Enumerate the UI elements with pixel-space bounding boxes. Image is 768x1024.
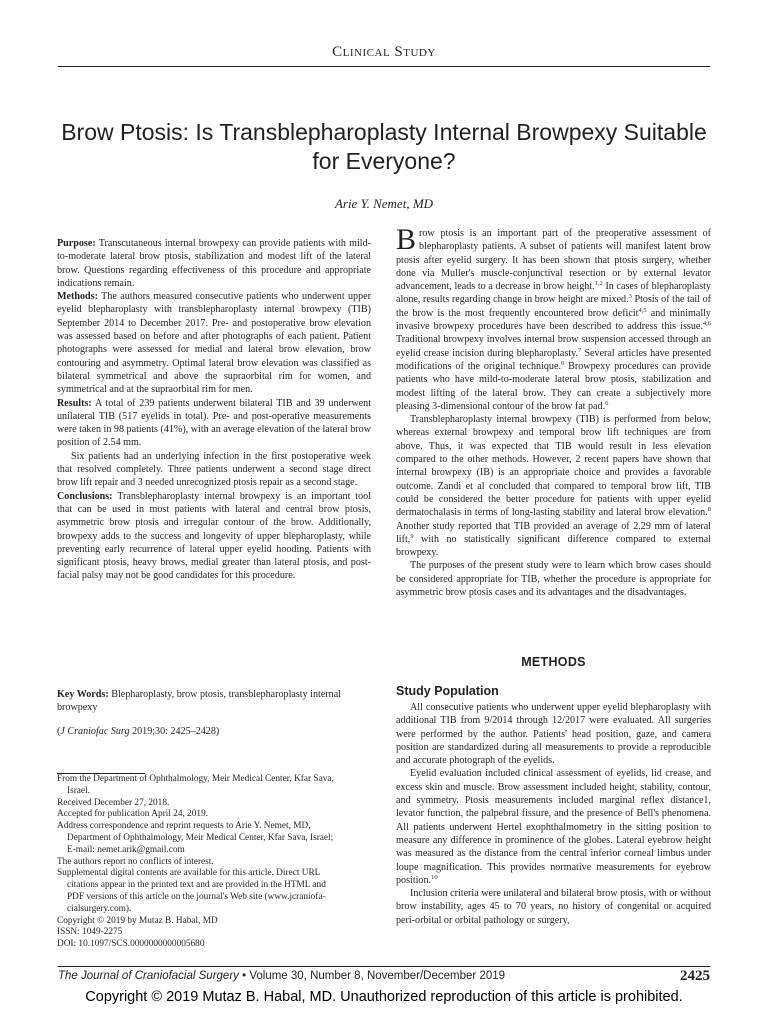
abstract-methods [57,290,371,396]
footnote-line: The authors report no conflicts of interest. [57,856,214,867]
sp-text: Eyelid evaluation included clinical assessment of eyelids, lid crease, and excess skin and muscle. Brow assessment included height, stability, contour, and symmetry. Ptosis measurements included marginal reflex distance1, levator function, the palpebral fissure, and the presence of Bell's phenomena. All patients underwent Hertel exophthalmometry in the sitting position to measure any difference in prominence of the globes. Lateral eyebrow height was measured as the distance from the central inferior corneal limbus under loupe magnification. This provides normative measurements for eyebrow position. [396,768,711,886]
keywords-label: Key Words: [57,689,109,700]
methods-heading: METHODS [521,655,586,669]
footnote-line: Received December 27, 2018. [57,797,170,808]
citation-open: ( [57,726,61,737]
body-intro [396,223,712,599]
footnote-line: Copyright © 2019 by Mutaz B. Habal, MD [57,915,218,926]
keywords-text: Blepharoplasty, brow ptosis, transblepharoplasty internal browpexy [57,689,341,714]
reference-superscript: 6 [561,359,565,367]
abstract-results [57,397,371,450]
reference-superscript: 4,5 [638,306,647,314]
footnote-line: Address correspondence and reprint requests to Arie Y. Nemet, MD, [57,821,311,832]
abstract-results-2: Six patients had an underlying infection in the first postoperative week that resolved completely. Three patients underwent a second stage direct brow lift repair and 3 needed unrecognized ptosis repair as a second stage. [57,450,371,489]
methods-label: Methods: [57,291,98,303]
methods-text: The authors measured consecutive patients who underwent upper eyelid blepharoplasty with transblepharoplasty internal browpexy (TIB) September 2014 to December 2017. Pre- and postoperative brow elevation was assessed based on before and after photographs of each patient. Patient photographs were assessed for medial and lateral brow elevation, brow contouring and asymmetry. Optimal lateral brow elevation was classified as bilateral symmetrical and above the supraorbital rim for women, and symmetrical and at the supraorbital rim for men. [57,291,371,396]
section-label [0,44,768,61]
sp-paragraph-2 [396,767,711,887]
results-text: A total of 239 patients underwent bilateral TIB and 39 underwent unilateral TIB (517 eyelids in total). Pre- and post-operative measurements were taken in 98 patients (41%), with an average elevation of the lateral brow position of 2.54 mm. [57,397,371,449]
intro-text: and minimally invasive browpexy procedures have been described to address this issue. [396,307,711,333]
intro-paragraph-1 [396,223,712,413]
intro-text: Another study reported that TIB provided an average of 2.29 mm of lateral lift, [396,520,711,545]
intro-text: Several articles have presented modifications of the original technique. [396,347,711,372]
reference-superscript: 9 [410,532,414,540]
reference-superscript: 10 [431,873,438,881]
citation-journal: J Craniofac Surg [60,726,130,737]
footnote-line: Supplemental digital contents are available for this article. Direct URL [57,868,321,879]
footnote-line: PDF versions of this article on the journal's Web site (www.jcraniofa- [67,891,326,902]
footer-rule [58,966,710,967]
footnote-line: DOI: 10.1097/SCS.0000000000005680 [57,939,205,950]
footnote-line: Department of Ophthalmology, Meir Medical Center, Kfar Sava, Israel; [67,832,334,843]
purpose-label: Purpose: [57,238,96,249]
footnote-line: citations appear in the printed text and are provided in the HTML and [67,880,326,891]
sp-paragraph-3: Inclusion criteria were unilateral and bilateral brow ptosis, with or without brow instability, ages 45 to 70 years, no history of congenital or acquired peri-orbital or orbital pathology or surgery, [396,888,711,926]
intro-text: Browpexy procedures can provide patients who have mild-to-moderate lateral brow ptosis, stabilization and modest lifting of the lateral brow. They can create a subjectively more pleasing 3-dimensional contour of the brow fat pad. [396,360,712,412]
intro-text: In cases of blepharoplasty alone, results regarding change in brow height are mixed. [396,281,711,306]
footnote-email: E-mail: nemet.arik@gmail.com [67,844,185,855]
footer-volume: Volume 30, Number 8, November/December 2019 [249,970,506,982]
drop-cap: B [396,223,417,256]
intro-text: Ptosis of the tail of the brow is the most frequently encountered brow deficit [396,294,711,319]
footer-separator: • [238,970,250,982]
footnote-line: cialsurgery.com). [67,903,132,914]
reference-superscript: 8 [707,506,711,514]
intro-paragraph-2 [396,413,711,559]
study-population [396,701,711,927]
conclusions-label: Conclusions: [57,490,113,502]
intro-text: Traditional browpexy involves internal brow suspension accessed through an eyelid crease incision during blepharoplasty. [396,334,711,359]
reference-superscript: 1,2 [594,280,603,288]
intro-paragraph-3: The purposes of the present study were to learn which brow cases should be considered appropriate for TIB, whether the procedure is appropriate for asymmetric brow ptosis cases and its advantages and the disadvantages. [396,560,711,599]
footnote-line: From the Department of Ophthalmology, Meir Medical Center, Kfar Sava, [57,774,334,784]
abstract-conclusions [57,490,371,583]
purpose-text: Transcutaneous internal browpexy can provide patients with mild-to-moderate lateral brow ptosis, stabilization and modest lift of the lateral brow. Questions regarding effectiveness of this procedure and appropriate indications remain. [57,238,371,289]
reference-superscript: 6 [605,399,609,407]
footer-journal: The Journal of Craniofacial Surgery [58,970,239,982]
reference-superscript: 4,6 [702,320,711,328]
citation-rest: 2019;30: 2425–2428) [129,726,220,737]
reference-superscript: 7 [578,346,582,354]
conclusions-text: Transblepharoplasty internal browpexy is an important tool that can be used in most patients with lateral and central brow ptosis, asymmetric brow ptosis and irregular contour of the brow. Additionally, browpexy adds to the success and longevity of upper blepharoplasty, while preventing early recurrence of lateral upper eyelid hooding. Patients with significant ptosis, heavy brows, medial greater than lateral ptosis, and post-facial palsy may not be good candidates for this procedure. [57,490,371,582]
key-words [57,688,371,715]
abstract-purpose [57,237,371,290]
abstract [57,237,371,583]
reference-superscript: 3 [628,293,632,301]
sp-paragraph-1: All consecutive patients who underwent upper eyelid blepharoplasty with additional TIB from 9/2014 through 12/2017 were evaluated. All surgeries were performed by the author. Patients' head position, gaze, and camera position are standardized during all measurements to provide a reproducible and accurate photograph of the eyelids. [396,702,711,767]
section-label-text: Clinical Study [332,44,436,60]
intro-text: row ptosis is an important part of the preoperative assessment of blepharoplasty patients. A subset of patients will manifest latent brow ptosis after eyelid surgery. It has been shown that ptosis surgery, whether done via Muller's muscle-conjunctival resection or by external levator advancement, leads to a decrease in brow height. [396,228,711,293]
intro-text: with no statistically significant difference compared to external browpexy. [396,533,711,559]
copyright-notice: Copyright © 2019 Mutaz B. Habal, MD. Unauthorized reproduction of this article is prohibited. [85,989,683,1005]
footnote-line: ISSN: 1049-2275 [57,927,123,938]
footnote-line: Israel. [67,785,90,796]
citation [57,725,371,738]
article-title: Brow Ptosis: Is Transblepharoplasty Internal Browpexy Suitable for Everyone? [61,119,707,174]
footnotes [57,774,371,951]
article-author: Arie Y. Nemet, MD [334,196,434,211]
results-label: Results: [57,397,92,409]
study-population-heading: Study Population [396,684,499,698]
intro-text: Transblepharoplasty internal browpexy (TIB) is performed from below, whereas external browpexy and temporal brow lift techniques are from above. Thus, it was expected that TIB would result in less elevation compared to the other methods. However, 2 recent papers have shown that internal browpexy (IB) is an appropriate choice and provides a favorable outcome. Zandi et al concluded that compared to temporal brow lift, TIB could be considered the better procedure for patients with upper eyelid dermatochalasis in terms of long-lasting stability and lateral brow elevation. [396,414,711,519]
footnote-line: Accepted for publication April 24, 2019. [57,809,209,820]
page-number: 2425 [680,968,710,984]
page-footer [58,970,710,982]
header-rule [58,66,710,67]
